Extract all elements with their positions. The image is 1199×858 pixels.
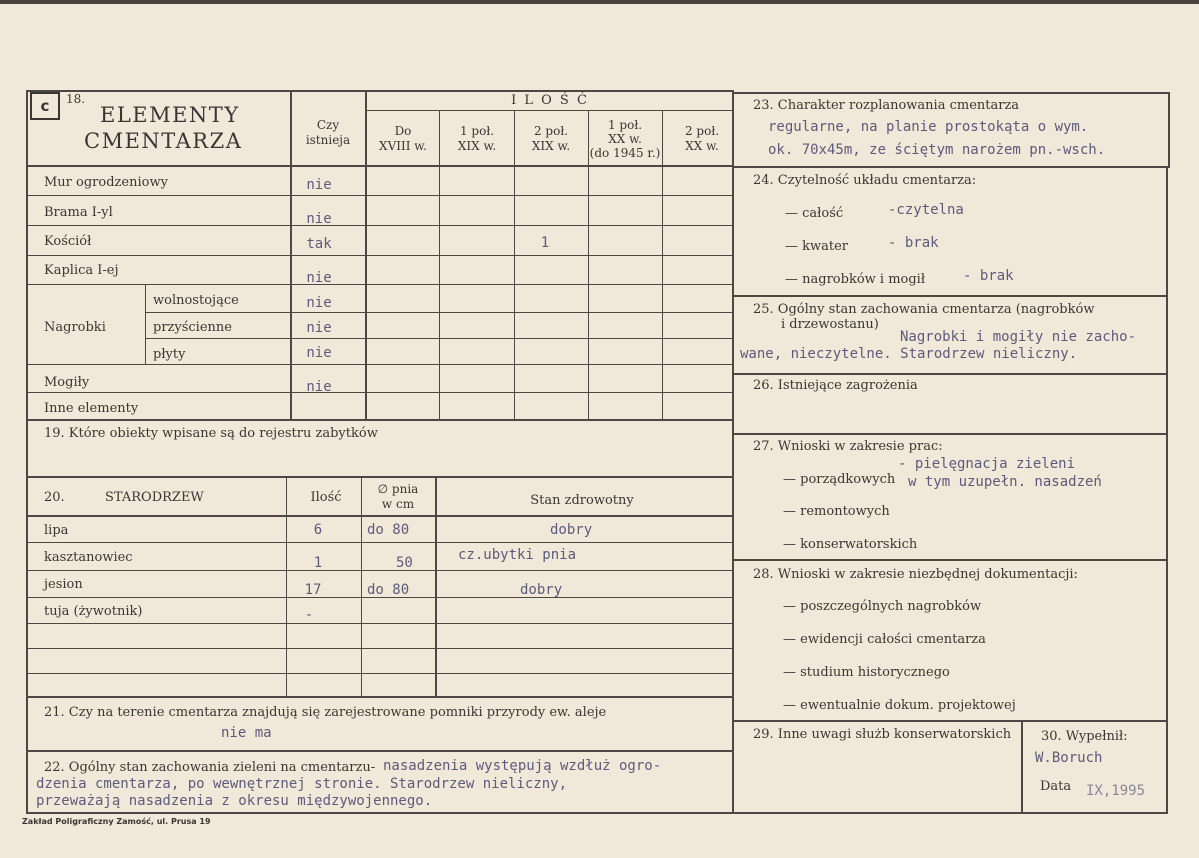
rule xyxy=(27,255,733,256)
rule xyxy=(439,110,440,420)
section18-number: 18. xyxy=(66,92,86,106)
legibility-value: - brak xyxy=(963,268,1014,284)
period-header-xviii: Do XVIII w. xyxy=(379,124,427,153)
section25-label-line2: i drzewostanu) xyxy=(781,317,879,332)
doc-item: — ewentualnie dokum. projektowej xyxy=(783,698,1016,713)
section27-note1: - pielęgnacja zieleni xyxy=(898,456,1076,472)
rule xyxy=(514,110,515,420)
rule xyxy=(1168,92,1170,166)
rule xyxy=(26,696,734,698)
rule xyxy=(732,812,1168,814)
row-label-inne: Inne elementy xyxy=(44,401,139,416)
rule xyxy=(27,542,733,543)
rule xyxy=(732,295,1168,297)
rule xyxy=(27,673,733,674)
rule xyxy=(145,338,733,339)
section22-line2: dzenia cmentarza, po wewnętrznej stronie. Starodrzew nieliczny, xyxy=(36,776,568,792)
rule xyxy=(732,373,1168,375)
exists-mur: nie xyxy=(306,177,332,193)
section22-line3: przeważają nasadzenia z okresu międzywojennego. xyxy=(36,793,433,809)
rule xyxy=(27,284,733,285)
date-label: Data xyxy=(1040,779,1072,794)
row-label-kosciol: Kościół xyxy=(44,234,92,249)
rule xyxy=(27,623,733,624)
rule xyxy=(26,750,734,752)
legibility-label: — nagrobków i mogił xyxy=(785,272,926,287)
section25-line2: wane, nieczytelne. Starodrzew nieliczny. xyxy=(740,346,1078,362)
rule xyxy=(435,476,437,696)
tree-count: 6 xyxy=(313,522,323,538)
exists-mogily: nie xyxy=(306,379,332,395)
quantity-header: I L O Ś Ć xyxy=(511,93,589,108)
tree-health: dobry xyxy=(550,522,593,538)
tree-diameter: 50 xyxy=(396,555,413,571)
rule xyxy=(26,90,734,92)
row-label-brama: Brama I-yl xyxy=(44,205,113,220)
date-value: IX,1995 xyxy=(1086,783,1146,799)
section21-answer: nie ma xyxy=(221,725,272,741)
section22-label: 22. Ogólny stan zachowania zieleni na cmentarzu- xyxy=(44,760,376,775)
period-header-1pol-xix: 1 poł. XIX w. xyxy=(457,124,497,153)
section19-label: 19. Które obiekty wpisane są do rejestru zabytków xyxy=(44,426,378,441)
section25-line1: Nagrobki i mogiły nie zacho- xyxy=(900,329,1137,345)
rule xyxy=(1166,166,1168,814)
legibility-label: — całość xyxy=(785,206,844,221)
corner-code-box: c xyxy=(30,92,60,120)
work-item: — remontowych xyxy=(783,504,890,519)
tree-name: tuja (żywotnik) xyxy=(44,604,143,619)
section27-label: 27. Wnioski w zakresie prac: xyxy=(753,439,943,454)
exists-header: Czy istnieja xyxy=(305,118,351,147)
section21-label: 21. Czy na terenie cmentarza znajdują się zarejestrowane pomniki przyrody ew. aleje xyxy=(44,705,607,720)
doc-item: — studium historycznego xyxy=(783,665,950,680)
row-label-wolnostojace: wolnostojące xyxy=(153,293,239,308)
exists-kaplica: nie xyxy=(306,270,332,286)
exists-przyscienne: nie xyxy=(306,320,332,336)
row-label-kaplica: Kaplica I-ej xyxy=(44,263,119,278)
rule xyxy=(26,515,734,517)
rule xyxy=(26,476,734,478)
rule xyxy=(27,570,733,571)
exists-plyty: nie xyxy=(306,345,332,361)
section23-line1: regularne, na planie prostokąta o wym. xyxy=(768,119,1089,135)
rule xyxy=(366,110,732,111)
section18-title-line2: CMENTARZA xyxy=(84,129,243,153)
tree-count: - xyxy=(304,607,314,623)
health-header: Stan zdrowotny xyxy=(530,493,634,508)
work-item: — porządkowych xyxy=(783,472,896,487)
printer-footer: Zakład Poligraficzny Zamość, ul. Prusa 19 xyxy=(22,817,211,826)
legibility-label: — kwater xyxy=(785,239,849,254)
tree-diameter: do 80 xyxy=(367,582,410,598)
period-header-1pol-xx: 1 poł. XX w. (do 1945 r.) xyxy=(589,118,661,160)
tree-name: kasztanowiec xyxy=(44,550,133,565)
rule xyxy=(732,92,1170,94)
row-label-przyscienne: przyścienne xyxy=(153,320,232,335)
rule xyxy=(145,312,733,313)
tree-count: 17 xyxy=(304,582,322,598)
section22-line1: nasadzenia występują wzdłuż ogro- xyxy=(383,758,662,774)
rule xyxy=(361,476,362,696)
section23-label: 23. Charakter rozplanowania cmentarza xyxy=(753,98,1020,113)
section18-title-line1: ELEMENTY xyxy=(100,103,240,127)
section27-note2: w tym uzupełn. nasadzeń xyxy=(908,474,1102,490)
tree-health: dobry xyxy=(520,582,563,598)
rule xyxy=(662,110,663,420)
section30-label: 30. Wypełnił: xyxy=(1041,729,1128,744)
doc-item: — poszczególnych nagrobków xyxy=(783,599,982,614)
diameter-header: ∅ pnia w cm xyxy=(377,482,419,511)
tree-name: lipa xyxy=(44,523,69,538)
rule xyxy=(26,90,28,814)
rule xyxy=(26,165,734,167)
row-label-nagrobki: Nagrobki xyxy=(44,320,106,335)
work-item: — konserwatorskich xyxy=(783,537,918,552)
tree-health: cz.ubytki pnia xyxy=(458,547,577,563)
count-kosciol-2pol-xix: 1 xyxy=(540,235,550,251)
section29-label: 29. Inne uwagi służb konserwatorskich xyxy=(753,727,1012,742)
exists-brama: nie xyxy=(306,211,332,227)
rule xyxy=(732,433,1168,435)
exists-kosciol: tak xyxy=(306,236,332,252)
rule xyxy=(26,419,734,421)
legibility-value: -czytelna xyxy=(888,202,964,218)
rule xyxy=(1021,720,1023,814)
period-header-2pol-xix: 2 poł. XIX w. xyxy=(531,124,571,153)
filled-by-name: W.Boruch xyxy=(1035,750,1103,766)
tree-count: 1 xyxy=(313,555,323,571)
tree-diameter: do 80 xyxy=(367,522,410,538)
section25-label-line1: 25. Ogólny stan zachowania cmentarza (nagrobków xyxy=(753,302,1095,317)
rule xyxy=(732,559,1168,561)
period-header-2pol-xx: 2 poł. XX w. xyxy=(684,124,720,153)
rule xyxy=(27,392,733,393)
legibility-value: - brak xyxy=(888,235,939,251)
rule xyxy=(732,166,1170,168)
rule xyxy=(286,476,287,696)
rule xyxy=(27,195,733,196)
section28-label: 28. Wnioski w zakresie niezbędnej dokumentacji: xyxy=(753,567,1078,582)
exists-wolnostojace: nie xyxy=(306,295,332,311)
rule xyxy=(27,364,733,365)
section20-number: 20. xyxy=(44,490,65,505)
rule xyxy=(27,648,733,649)
count-header: Ilość xyxy=(310,490,342,505)
section20-title: STARODRZEW xyxy=(105,490,204,505)
rule xyxy=(27,225,733,226)
section23-line2: ok. 70x45m, ze ściętym narożem pn.-wsch. xyxy=(768,142,1106,158)
row-label-mur: Mur ogrodzeniowy xyxy=(44,175,168,190)
row-label-plyty: płyty xyxy=(153,347,186,362)
section24-label: 24. Czytelność układu cmentarza: xyxy=(753,173,977,188)
rule xyxy=(145,284,146,364)
rule xyxy=(732,90,734,814)
row-label-mogily: Mogiły xyxy=(44,375,90,390)
tree-name: jesion xyxy=(44,577,83,592)
rule xyxy=(732,720,1168,722)
doc-item: — ewidencji całości cmentarza xyxy=(783,632,986,647)
section26-label: 26. Istniejące zagrożenia xyxy=(753,378,918,393)
